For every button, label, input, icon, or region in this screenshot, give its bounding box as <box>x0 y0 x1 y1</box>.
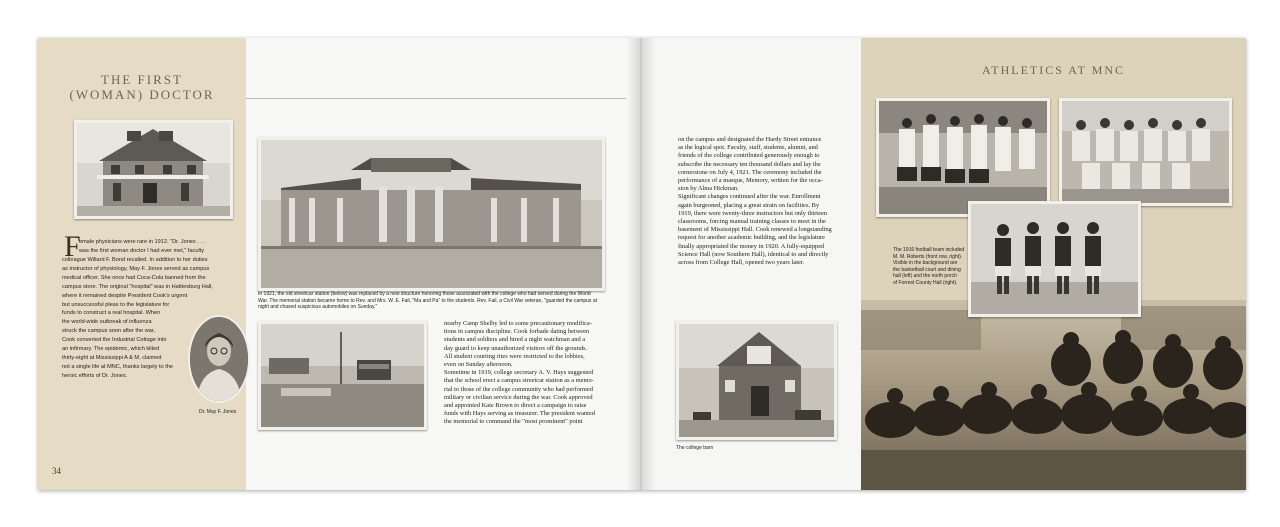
station-caption-line: War. The memorial station became home to Rev. and Mrs. W. E. Fail, "Ma and Pa" to the students. Rev. Fail, a Civil War veteran, "guarded the campus at <box>258 297 597 304</box>
text-line: 1919, there were twenty-three instructors but only thirteen <box>678 209 828 217</box>
station-caption-line: night and chased suspicious automobiles on Sunday." <box>258 304 378 311</box>
sidebar-line: funds to construct a real hospital. When <box>62 310 161 317</box>
sidebar-title-line2: (WOMAN) DOCTOR <box>69 87 215 102</box>
text-line: tions in campus discipline. Cook forbade dating between <box>444 328 590 336</box>
text-line: cornerstone on July 4, 1921. The ceremony included the <box>678 168 822 176</box>
text-line: and appointed Kate Brown to direct a campaign to raise <box>444 402 587 410</box>
text-line: the memorial to command the "most prominent" point <box>444 418 583 426</box>
sidebar-line: emale physicians were rare in 1912. "Dr. Jones . . . <box>79 239 206 245</box>
sidebar-line: but unsuccessful pleas to the legislature for <box>62 301 170 308</box>
womens-team-illustration <box>879 101 1047 214</box>
house-photo <box>74 120 233 219</box>
sidebar-line: where it remained despite President Cook's urgent <box>62 292 188 299</box>
sidebar-line: was the first woman doctor I had ever met," faculty <box>79 247 205 254</box>
text-line: finally appropriated the money in 1920. A fully-equipped <box>678 242 825 250</box>
sidebar-line: not a single life at MNC, thanks largely to the <box>62 363 173 370</box>
baseball-team-illustration <box>1062 101 1229 203</box>
portrait-illustration <box>190 317 248 401</box>
streetcar-illustration <box>261 324 424 427</box>
text-line: as the logical spot. Faculty, staff, students, alumni, and <box>678 144 818 152</box>
football-caption-line: the basketball court and dining <box>893 266 961 273</box>
sidebar-line: struck the campus soon after the war, <box>62 328 155 335</box>
text-line: Significant changes continued after the war. Enrollment <box>678 193 821 201</box>
barn-photo <box>676 321 837 440</box>
text-line: military or civilian service during the war. Cook approved <box>444 393 593 401</box>
text-line: classrooms, forcing manual training classes to meet in the <box>678 218 826 226</box>
text-line: again burgeoned, placing a great strain on facilities. By <box>678 201 820 209</box>
football-caption-line: The 1916 football team included <box>893 247 965 253</box>
sidebar-line: campus store. The original "hospital" was in Hattiesburg Hall, <box>62 283 213 290</box>
text-line: funds with Hays serving as treasurer. The president wanted <box>444 410 595 418</box>
text-line: on the campus and designated the Hardy Street entrance <box>678 136 822 143</box>
header-rule <box>246 98 626 99</box>
sidebar-line: colleague Willard F. Bond recalled. In addition to her duties <box>62 257 208 263</box>
football-portrait-illustration <box>971 204 1138 314</box>
station-caption-line: In 1921, the old streetcar station (below) was replaced by a new structure honoring those associated with the college who had served during the World <box>258 291 591 297</box>
football-team-illustration <box>861 300 1246 490</box>
text-line: across from College Hall, opened two years later. <box>678 259 805 267</box>
football-portrait-photo <box>968 201 1141 317</box>
memorial-station-photo <box>258 137 605 291</box>
football-team-photo <box>861 300 1246 490</box>
sidebar-line: thirty-eight at Mississippi A & M, claimed <box>62 354 162 361</box>
text-line: nearby Camp Shelby led to some precautionary modifica- <box>444 320 592 327</box>
text-line: even on Sunday afternoon. <box>444 361 513 369</box>
text-line: request for another academic building, and the legislature <box>678 234 825 242</box>
text-line: day guard to keep unauthorized visitors off the grounds. <box>444 344 588 352</box>
womens-team-photo <box>876 98 1050 217</box>
text-line: performance of a masque, Memory, written for the occa- <box>678 177 823 185</box>
text-line: sion by Alma Hickman. <box>678 185 739 193</box>
baseball-team-photo <box>1059 98 1232 206</box>
sidebar-title-line1: THE FIRST <box>101 72 183 87</box>
station-caption <box>258 291 608 311</box>
text-line: Sometime in 1919, college secretary A. V. Hays suggested <box>444 369 594 377</box>
sidebar-body <box>79 238 239 256</box>
football-caption-line: of Forrest County Hall (right). <box>893 279 958 286</box>
sidebar-line: the world-wide outbreak of influenza <box>62 319 152 326</box>
right-column-text <box>678 136 858 267</box>
text-line: basement of Mississippi Hall. Cook renewed a longstanding <box>678 226 832 234</box>
text-line: Science Hall (now Southern Hall), identical to and directly <box>678 250 829 258</box>
text-line: subscribe the necessary ten thousand dollars and lay the <box>678 160 821 168</box>
sidebar-line: medical officer. She once had Coca-Cola banned from the <box>62 274 206 281</box>
station-illustration <box>261 140 602 288</box>
athletics-title: ATHLETICS AT MNC <box>981 63 1126 77</box>
football-caption-line: hall (left) and the north porch <box>893 273 957 280</box>
football-caption-line: M. M. Roberts (front row, right). <box>893 253 963 260</box>
text-line: friends of the college contributed generously enough to <box>678 152 820 160</box>
sidebar-line: heroic efforts of Dr. Jones. <box>62 372 128 379</box>
page-number-left: 34 <box>52 466 61 476</box>
sidebar-title <box>38 72 246 102</box>
text-line: All student courting rites were restricted to the lobbies, <box>444 352 585 360</box>
streetcar-photo <box>258 321 427 430</box>
portrait-caption: Dr. May F. Jones <box>199 409 237 415</box>
book-gutter <box>626 38 656 490</box>
barn-illustration <box>679 324 834 437</box>
sidebar-line: Cook converted the Industrial Cottage into <box>62 337 167 344</box>
barn-caption: The college barn <box>676 445 714 451</box>
sidebar-line: an infirmary. The epidemic, which killed <box>62 346 160 353</box>
football-caption-line: Visible in the background are <box>893 260 958 267</box>
house-illustration <box>77 123 230 216</box>
text-line: students and soldiers and hired a night watchman and a <box>444 336 586 344</box>
text-line: that the school erect a campus streetcar station as a memo- <box>444 377 594 385</box>
football-caption <box>893 247 968 287</box>
left-column-text <box>444 320 624 427</box>
sidebar-line: as instructor of physiology, May F. Jones served as campus <box>62 265 210 272</box>
portrait-photo <box>188 315 250 403</box>
text-line: rial to those of the college community who had performed <box>444 385 593 393</box>
sidebar-dropcap: F <box>64 230 81 263</box>
